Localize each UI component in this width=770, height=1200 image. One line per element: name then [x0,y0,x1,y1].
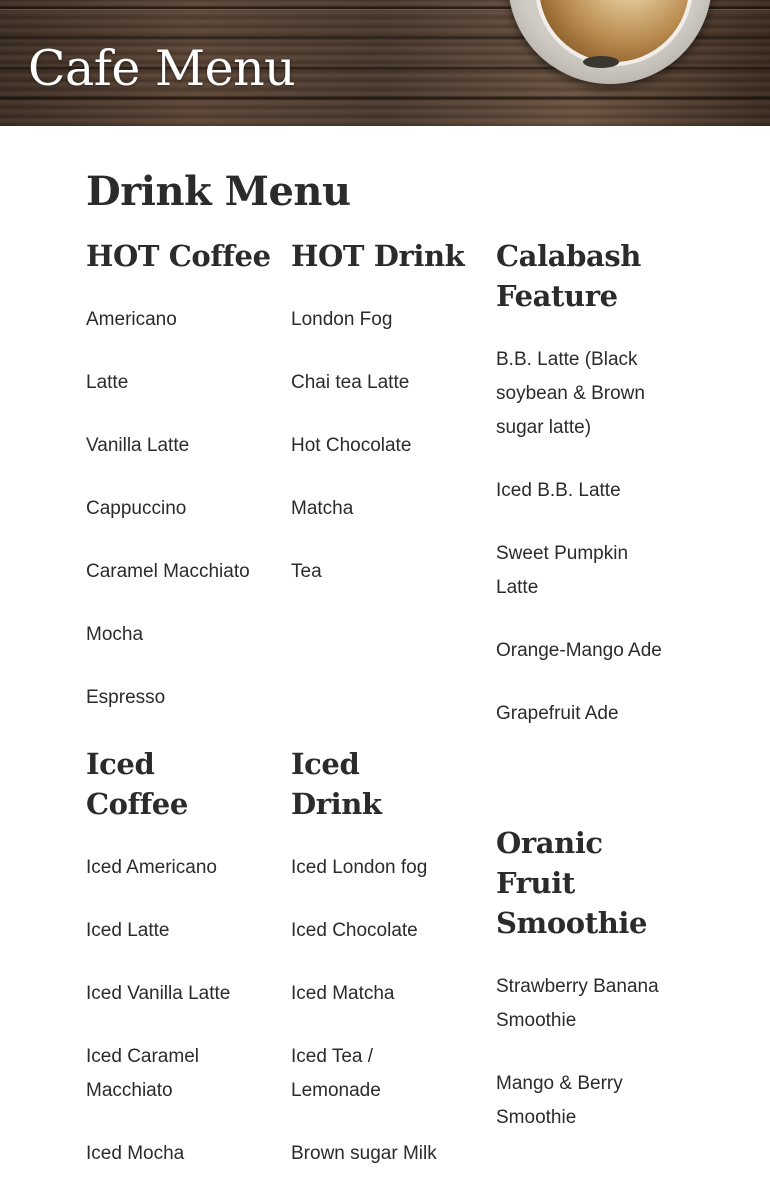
menu-item: Caramel Macchiato [86,561,250,582]
menu-item: Vanilla Latte [86,435,190,456]
section-calabash-feature [496,236,671,760]
menu-content [0,126,770,1164]
menu-item: Orange-Mango Ade [496,640,662,661]
menu-item: Iced Chocolate [291,920,418,941]
section-title: HOT Coffee [86,239,271,273]
section-hot-coffee [86,236,276,744]
page-heading: Drink Menu [86,168,351,215]
menu-item: Iced Vanilla Latte [86,983,231,1004]
menu-item: Chai tea Latte [291,372,410,393]
section-title: Iced Coffee [86,747,188,821]
menu-item: Americano [86,309,177,330]
section-organic-fruit-smoothie [496,823,671,1164]
menu-item: Latte [86,372,129,393]
menu-item: Espresso [86,687,166,708]
hero-banner [0,0,770,126]
menu-item: Strawberry Banana Smoothie [496,976,659,1031]
section-hot-drink [291,236,481,618]
menu-item: Tea [291,561,322,582]
section-iced-drink [291,744,451,1200]
menu-item: Iced Latte [86,920,170,941]
menu-item: Hot Chocolate [291,435,412,456]
spoon-image [583,56,619,68]
item-list [496,970,671,1135]
item-list [496,343,671,731]
hero-title: Cafe Menu [28,40,296,97]
menu-item: Iced Tea / Lemonade [291,1046,381,1101]
section-title: Iced Drink [291,747,382,821]
menu-item: Brown sugar Milk [291,1143,437,1164]
item-list [86,851,246,1171]
menu-item: Mocha [86,624,144,645]
item-list [291,303,481,589]
section-iced-coffee [86,744,246,1200]
menu-item: Iced Mocha [86,1143,185,1164]
section-title: Oranic Fruit Smoothie [496,826,648,940]
menu-item: Matcha [291,498,354,519]
menu-item: Iced Caramel Macchiato [86,1046,199,1101]
menu-item: London Fog [291,309,393,330]
menu-item: Cappuccino [86,498,187,519]
menu-item: B.B. Latte (Black soybean & Brown sugar latte) [496,349,645,438]
menu-item: Grapefruit Ade [496,703,619,724]
menu-item: Iced Matcha [291,983,395,1004]
menu-item: Iced Americano [86,857,217,878]
menu-item: Sweet Pumpkin Latte [496,543,629,598]
item-list [291,851,451,1171]
menu-item: Iced B.B. Latte [496,480,621,501]
item-list [86,303,276,715]
menu-item: Mango & Berry Smoothie [496,1073,623,1128]
section-title: Calabash Feature [496,239,641,313]
menu-item: Iced London fog [291,857,428,878]
section-title: HOT Drink [291,239,465,273]
